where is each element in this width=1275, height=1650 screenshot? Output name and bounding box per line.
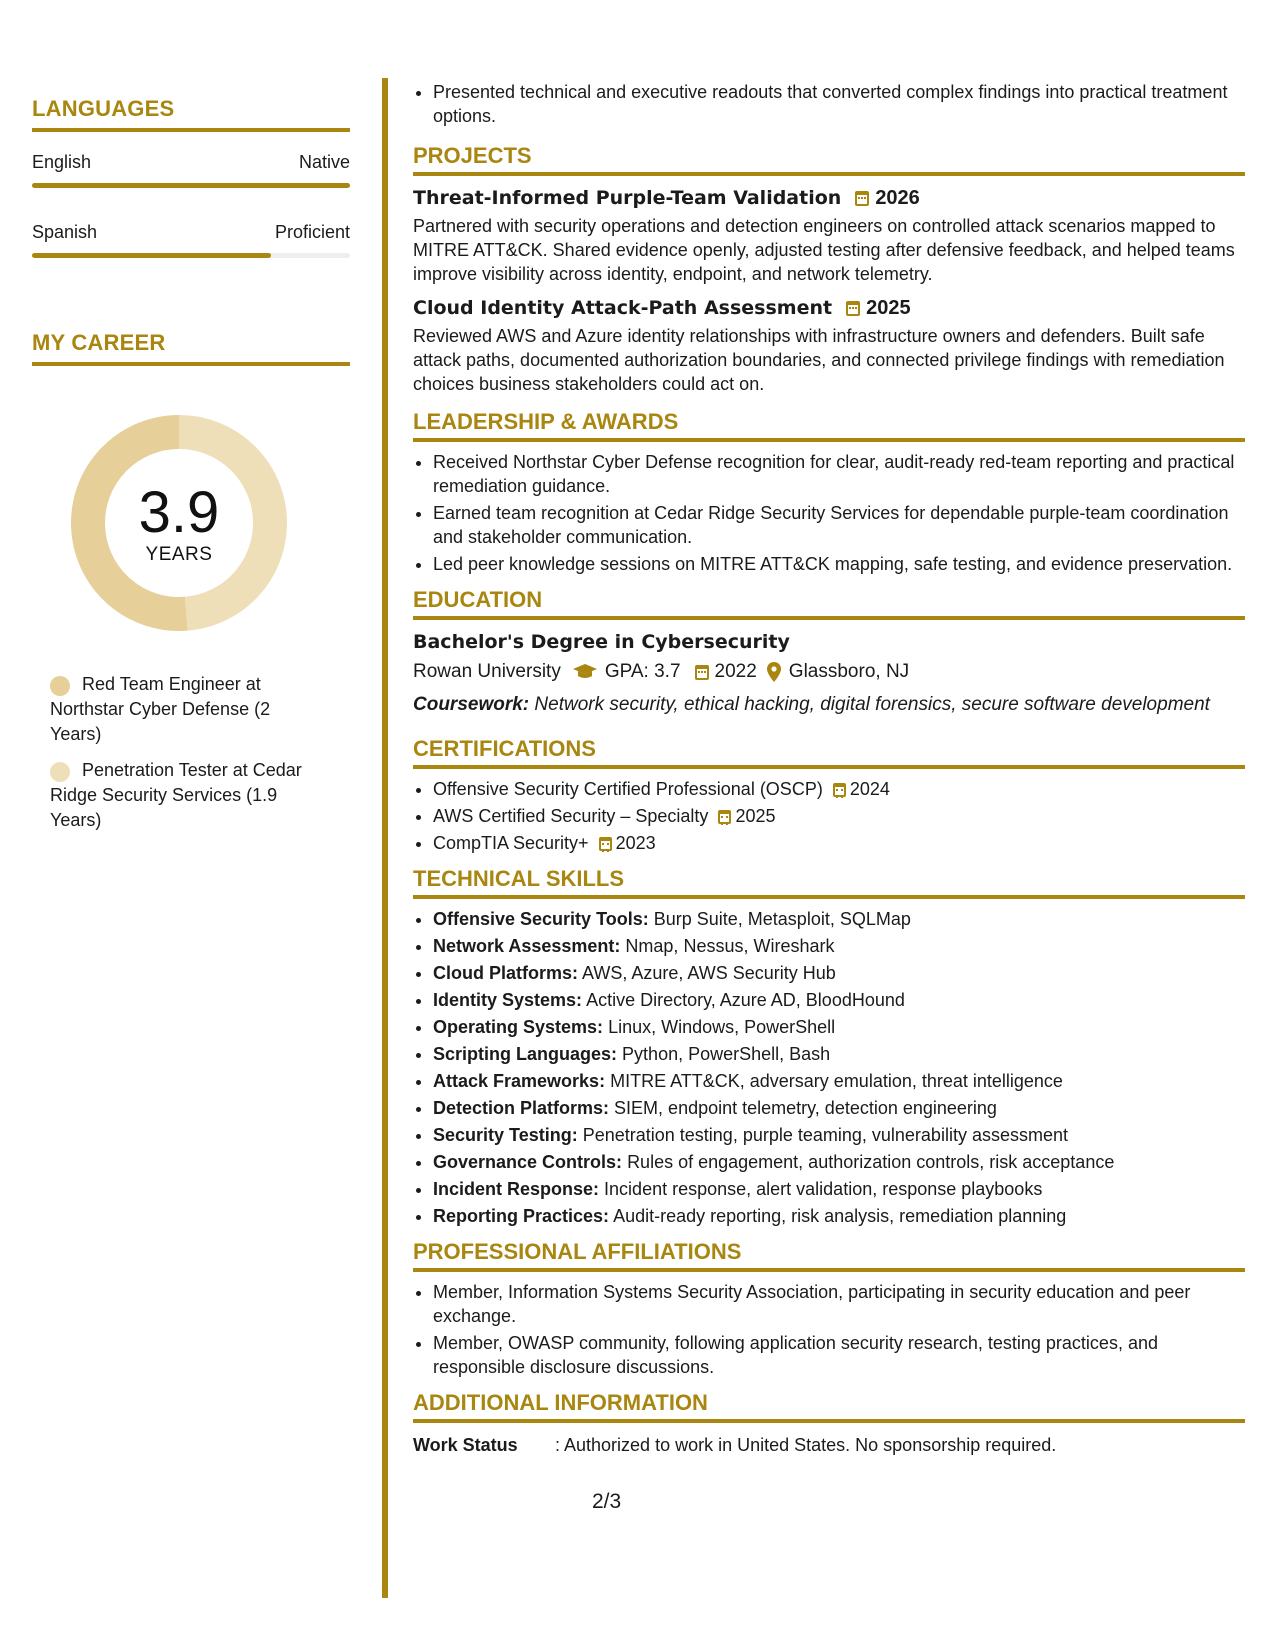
list-item: • Presented technical and executive readouts that converted complex findings into practical treatment options. bbox=[433, 80, 1245, 128]
certifications-title: CERTIFICATIONS bbox=[413, 737, 1245, 769]
page-number: 2/3 bbox=[592, 1490, 622, 1513]
calendar-icon bbox=[833, 783, 846, 797]
language-proficiency-bar bbox=[32, 183, 350, 188]
career-legend bbox=[32, 672, 350, 833]
career-legend-label: Red Team Engineer at Northstar Cyber Defense (2 Years) bbox=[50, 674, 271, 744]
skill-value: Active Directory, Azure AD, BloodHound bbox=[586, 990, 905, 1010]
skill-value: AWS, Azure, AWS Security Hub bbox=[582, 963, 836, 983]
list-item: • Member, OWASP community, following application security research, testing practices, and responsible disclosure discussions. bbox=[433, 1331, 1245, 1379]
list-item bbox=[433, 1042, 1245, 1066]
sidebar bbox=[32, 96, 350, 844]
list-item bbox=[433, 1204, 1245, 1228]
coursework-text: Network security, ethical hacking, digital forensics, secure software development bbox=[534, 694, 1210, 715]
list-item: • Member, Information Systems Security Association, participating in security education and peer exchange. bbox=[433, 1280, 1245, 1328]
skill-value: Burp Suite, Metasploit, SQLMap bbox=[653, 909, 911, 929]
language-level: Native bbox=[298, 152, 350, 172]
school-name: Rowan University bbox=[413, 661, 561, 682]
list-item bbox=[433, 1015, 1245, 1039]
language-level: Proficient bbox=[274, 222, 350, 242]
language-proficiency-fill bbox=[32, 253, 271, 258]
skill-label: Scripting Languages: bbox=[433, 1044, 618, 1064]
skills-title: TECHNICAL SKILLS bbox=[413, 867, 1245, 899]
skill-label: Detection Platforms: bbox=[433, 1098, 610, 1118]
language-item bbox=[32, 152, 350, 188]
language-item bbox=[32, 222, 350, 258]
skill-label: Cloud Platforms: bbox=[433, 963, 579, 983]
skill-value: Audit-ready reporting, risk analysis, remediation planning bbox=[613, 1206, 1067, 1226]
experience-bullets bbox=[413, 80, 1245, 128]
project-name: Threat-Informed Purple-Team Validation bbox=[413, 187, 842, 209]
main-column bbox=[413, 80, 1245, 1457]
affiliations-title: PROFESSIONAL AFFILIATIONS bbox=[413, 1240, 1245, 1272]
skill-label: Governance Controls: bbox=[433, 1152, 623, 1172]
list-item bbox=[433, 1150, 1245, 1174]
list-item bbox=[433, 1177, 1245, 1201]
skill-label: Incident Response: bbox=[433, 1179, 600, 1199]
career-total-unit: YEARS bbox=[145, 544, 213, 565]
language-name: English bbox=[32, 152, 92, 172]
calendar-icon bbox=[695, 665, 709, 680]
skill-value: Penetration testing, purple teaming, vulnerability assessment bbox=[582, 1125, 1068, 1145]
skill-value: Python, PowerShell, Bash bbox=[622, 1044, 831, 1064]
skill-label: Identity Systems: bbox=[433, 990, 583, 1010]
list-item bbox=[433, 988, 1245, 1012]
certification-year: 2024 bbox=[849, 779, 890, 799]
calendar-icon bbox=[855, 191, 869, 206]
skill-label: Reporting Practices: bbox=[433, 1206, 610, 1226]
career-donut-chart bbox=[66, 410, 292, 636]
language-proficiency-bar bbox=[32, 253, 350, 258]
school-location: Glassboro, NJ bbox=[788, 661, 910, 682]
location-pin-icon bbox=[767, 662, 781, 682]
education-title: EDUCATION bbox=[413, 588, 1245, 620]
additional-info-title: ADDITIONAL INFORMATION bbox=[413, 1391, 1245, 1423]
calendar-icon bbox=[846, 301, 860, 316]
leadership-title: LEADERSHIP & AWARDS bbox=[413, 410, 1245, 442]
work-status-value: : Authorized to work in United States. No sponsorship required. bbox=[555, 1435, 1057, 1455]
list-item: • Received Northstar Cyber Defense recognition for clear, audit-ready red-team reporting and practical remediation guidance. bbox=[433, 450, 1245, 498]
list-item bbox=[433, 831, 1245, 855]
certification-name: CompTIA Security+ bbox=[433, 833, 589, 853]
project-year: 2026 bbox=[875, 187, 920, 209]
affiliations-list bbox=[413, 1280, 1245, 1379]
legend-dot-icon bbox=[50, 676, 70, 696]
career-legend-item bbox=[50, 758, 320, 833]
list-item: • Led peer knowledge sessions on MITRE ATT&CK mapping, safe testing, and evidence preservation. bbox=[433, 552, 1245, 576]
language-name: Spanish bbox=[32, 222, 98, 242]
coursework-label: Coursework: bbox=[413, 694, 530, 715]
skills-list bbox=[413, 907, 1245, 1228]
certification-year: 2023 bbox=[615, 833, 656, 853]
leadership-list bbox=[413, 450, 1245, 576]
skill-value: SIEM, endpoint telemetry, detection engineering bbox=[614, 1098, 997, 1118]
list-item bbox=[433, 804, 1245, 828]
list-item bbox=[433, 1096, 1245, 1120]
work-status-label: Work Status bbox=[413, 1435, 518, 1455]
project-item bbox=[413, 186, 1245, 286]
list-item bbox=[433, 777, 1245, 801]
certification-year: 2025 bbox=[735, 806, 776, 826]
project-year: 2025 bbox=[866, 297, 911, 319]
list-item bbox=[433, 1123, 1245, 1147]
skill-value: Incident response, alert validation, response playbooks bbox=[604, 1179, 1043, 1199]
list-item bbox=[433, 907, 1245, 931]
skill-label: Attack Frameworks: bbox=[433, 1071, 606, 1091]
column-divider bbox=[382, 78, 388, 1598]
list-item: • Earned team recognition at Cedar Ridge Security Services for dependable purple-team coordination and stakeholder communication. bbox=[433, 501, 1245, 549]
graduation-year: 2022 bbox=[714, 661, 757, 682]
skill-label: Network Assessment: bbox=[433, 936, 621, 956]
calendar-icon bbox=[718, 810, 731, 824]
skill-value: Nmap, Nessus, Wireshark bbox=[625, 936, 835, 956]
list-item bbox=[433, 961, 1245, 985]
career-title: MY CAREER bbox=[32, 330, 350, 366]
project-description: Partnered with security operations and detection engineers on controlled attack scenarios mapped to MITRE ATT&CK. Shared evidence openly, adjusted testing after defensive feedback, and helped teams improve visibility across identity, endpoint, and network telemetry. bbox=[413, 216, 1235, 284]
list-item bbox=[433, 1069, 1245, 1093]
gpa: GPA: 3.7 bbox=[604, 661, 681, 682]
list-item bbox=[433, 934, 1245, 958]
degree-title: Bachelor's Degree in Cybersecurity bbox=[413, 631, 790, 653]
coursework bbox=[413, 692, 1245, 717]
projects-title: PROJECTS bbox=[413, 144, 1245, 176]
skill-value: Rules of engagement, authorization controls, risk acceptance bbox=[627, 1152, 1115, 1172]
legend-dot-icon bbox=[50, 762, 70, 782]
project-name: Cloud Identity Attack-Path Assessment bbox=[413, 297, 833, 319]
certifications-list bbox=[413, 777, 1245, 855]
project-item bbox=[413, 296, 1245, 396]
language-proficiency-fill bbox=[32, 183, 350, 188]
career-total-value: 3.9 bbox=[138, 480, 220, 545]
career-legend-label: Penetration Tester at Cedar Ridge Security Services (1.9 Years) bbox=[50, 760, 302, 830]
project-description: Reviewed AWS and Azure identity relationships with infrastructure owners and defenders. Built safe attack paths, documented authorization boundaries, and connected privilege findings with remediation choices business stakeholders could act on. bbox=[413, 326, 1225, 394]
graduation-cap-icon bbox=[573, 664, 597, 680]
certification-name: AWS Certified Security – Specialty bbox=[433, 806, 709, 826]
certification-name: Offensive Security Certified Professional (OSCP) bbox=[433, 779, 823, 799]
languages-title: LANGUAGES bbox=[32, 96, 350, 132]
skill-label: Security Testing: bbox=[433, 1125, 578, 1145]
career-legend-item bbox=[50, 672, 320, 747]
work-status-row bbox=[413, 1433, 1245, 1457]
education-details bbox=[413, 660, 1245, 684]
skill-label: Offensive Security Tools: bbox=[433, 909, 649, 929]
skill-value: Linux, Windows, PowerShell bbox=[608, 1017, 836, 1037]
skill-value: MITRE ATT&CK, adversary emulation, threat intelligence bbox=[610, 1071, 1063, 1091]
skill-label: Operating Systems: bbox=[433, 1017, 604, 1037]
calendar-icon bbox=[599, 837, 612, 851]
